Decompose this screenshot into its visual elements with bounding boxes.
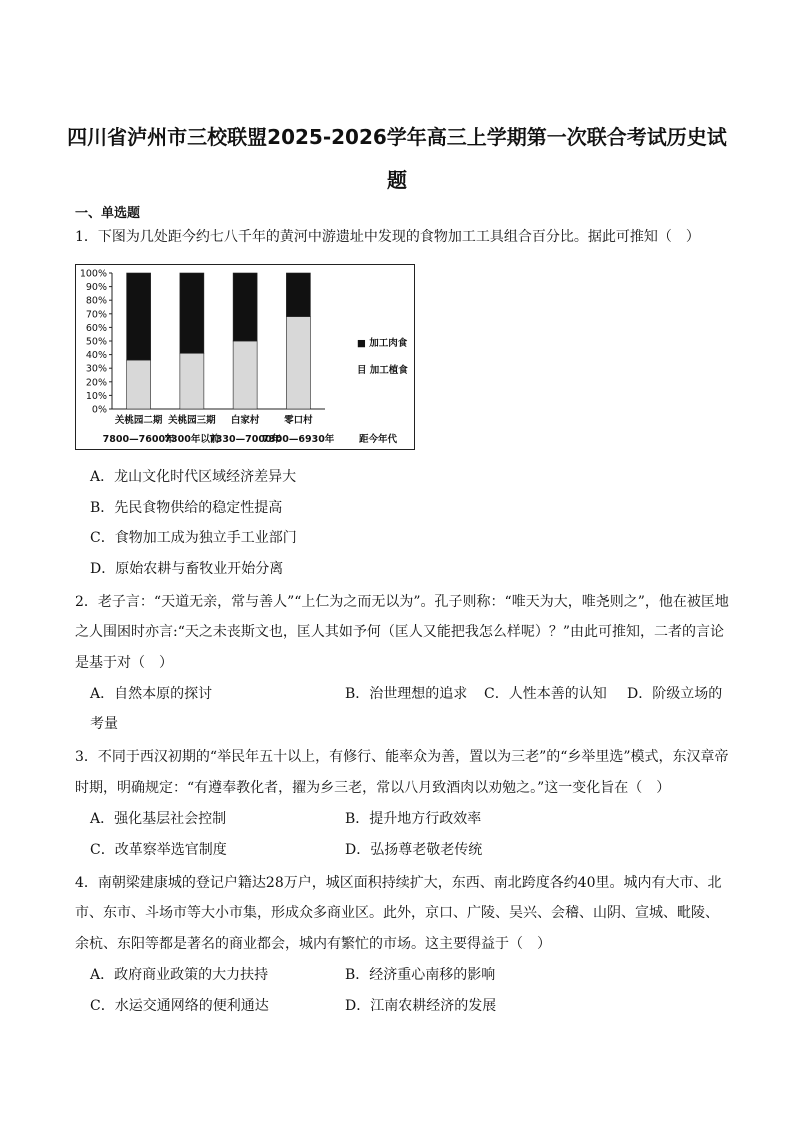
q1-option-a[interactable]: A．龙山文化时代区域经济差异大 — [90, 469, 297, 485]
y-tick-label: 60% — [85, 322, 107, 334]
q2-option-b[interactable]: B．治世理想的追求 — [345, 686, 468, 702]
x-category-label: 零口村 — [284, 415, 313, 426]
q4-option-d[interactable]: D．江南农耕经济的发展 — [345, 998, 497, 1014]
q1-option-c[interactable]: C．食物加工成为独立手工业部门 — [90, 530, 297, 546]
bar-plant-0 — [127, 360, 151, 409]
x-period-label: 7300—6930年 — [262, 434, 335, 445]
y-tick-label: 70% — [85, 309, 107, 321]
tool-percentage-chart — [75, 264, 415, 450]
q2-option-d-continued: 考量 — [90, 716, 118, 732]
q4-option-a[interactable]: A．政府商业政策的大力扶持 — [90, 967, 269, 983]
bar-plant-2 — [233, 341, 257, 409]
bar-plant-3 — [286, 317, 310, 409]
q4-option-c[interactable]: C．水运交通网络的便利通达 — [90, 998, 269, 1014]
q1-option-b[interactable]: B．先民食物供给的稳定性提高 — [90, 500, 283, 516]
bar-meat-3 — [286, 273, 310, 317]
q3-option-b[interactable]: B．提升地方行政效率 — [345, 811, 482, 827]
q1-stem: 1．下图为几处距今约七八千年的黄河中游遗址中发现的食物加工工具组合百分比。据此可推知（ ） — [75, 229, 700, 245]
bar-meat-0 — [127, 273, 151, 360]
legend-meat: ■ 加工肉食 — [357, 338, 408, 349]
y-tick-label: 0% — [91, 404, 107, 416]
x-category-label: 白家村 — [230, 415, 260, 426]
q4-option-b[interactable]: B．经济重心南移的影响 — [345, 967, 496, 983]
legend-plant: 目 加工植食 — [357, 365, 408, 376]
q2-stem-line3: 是基于对（ ） — [75, 655, 173, 671]
q3-option-c[interactable]: C．改革察举选官制度 — [90, 842, 227, 858]
q3-stem-line1: 3．不同于西汉初期的“举民年五十以上，有修行、能率众为善，置以为三老”的“乡举里选”模式，东汉章帝 — [75, 749, 729, 765]
bar-plant-1 — [180, 353, 204, 409]
x-period-label: 7330—7000年 — [209, 434, 282, 445]
q3-option-d[interactable]: D．弘扬尊老敬老传统 — [345, 842, 483, 858]
y-tick-label: 10% — [85, 390, 107, 402]
y-tick-label: 30% — [85, 363, 107, 375]
bar-meat-1 — [180, 273, 204, 353]
section-heading: 一、单选题 — [75, 206, 141, 221]
x-category-label: 关桃园三期 — [168, 415, 216, 426]
y-tick-label: 80% — [85, 295, 107, 307]
y-tick-label: 100% — [79, 268, 107, 280]
y-tick-label: 50% — [85, 336, 107, 348]
q3-stem-line2: 时期，明确规定：“有遵奉教化者，擢为乡三老，常以八月致酒肉以劝勉之。”这一变化旨在（ ） — [75, 780, 671, 796]
y-tick-label: 20% — [85, 377, 107, 389]
q2-stem-line2: 之人围困时亦言:“天之未丧斯文也，匡人其如予何（匡人又能把我怎么样呢）？”由此可推知，二者的言论 — [75, 624, 725, 640]
q2-option-a[interactable]: A．自然本原的探讨 — [90, 686, 213, 702]
q2-stem-line1: 2．老子言：“天道无亲，常与善人”“上仁为之而无以为”。孔子则称：“唯天为大，唯尧则之”，他在被匡地 — [75, 594, 729, 610]
x-period-label: 7300年以前 — [164, 434, 220, 445]
q1-option-d[interactable]: D．原始农耕与畜牧业开始分离 — [90, 561, 284, 577]
x-category-label: 关桃园二期 — [114, 415, 163, 426]
paper-title-line2: 题 — [387, 168, 407, 192]
period-axis-label: 距今年代 — [358, 434, 398, 445]
q2-option-c[interactable]: C．人性本善的认知 — [484, 686, 607, 702]
bar-meat-2 — [233, 273, 257, 341]
q3-option-a[interactable]: A．强化基层社会控制 — [90, 811, 227, 827]
q2-option-d[interactable]: D．阶级立场的 — [627, 686, 723, 702]
q4-stem-line2: 市、东市、斗场市等大小市集，形成众多商业区。此外，京口、广陵、吴兴、会稽、山阴、宣城、毗陵、 — [75, 905, 719, 921]
q4-stem-line1: 4．南朝梁建康城的登记户籍达28万户，城区面积持续扩大，东西、南北跨度各约40里。城内有大市、北 — [75, 875, 722, 891]
x-period-label: 7800—7600年 — [102, 434, 175, 445]
q4-stem-line3: 余杭、东阳等都是著名的商业都会，城内有繁忙的市场。这主要得益于（ ） — [75, 936, 551, 952]
y-tick-label: 40% — [85, 350, 107, 362]
paper-title-line1: 四川省泸州市三校联盟2025-2026学年高三上学期第一次联合考试历史试 — [67, 125, 727, 149]
y-tick-label: 90% — [85, 282, 107, 294]
